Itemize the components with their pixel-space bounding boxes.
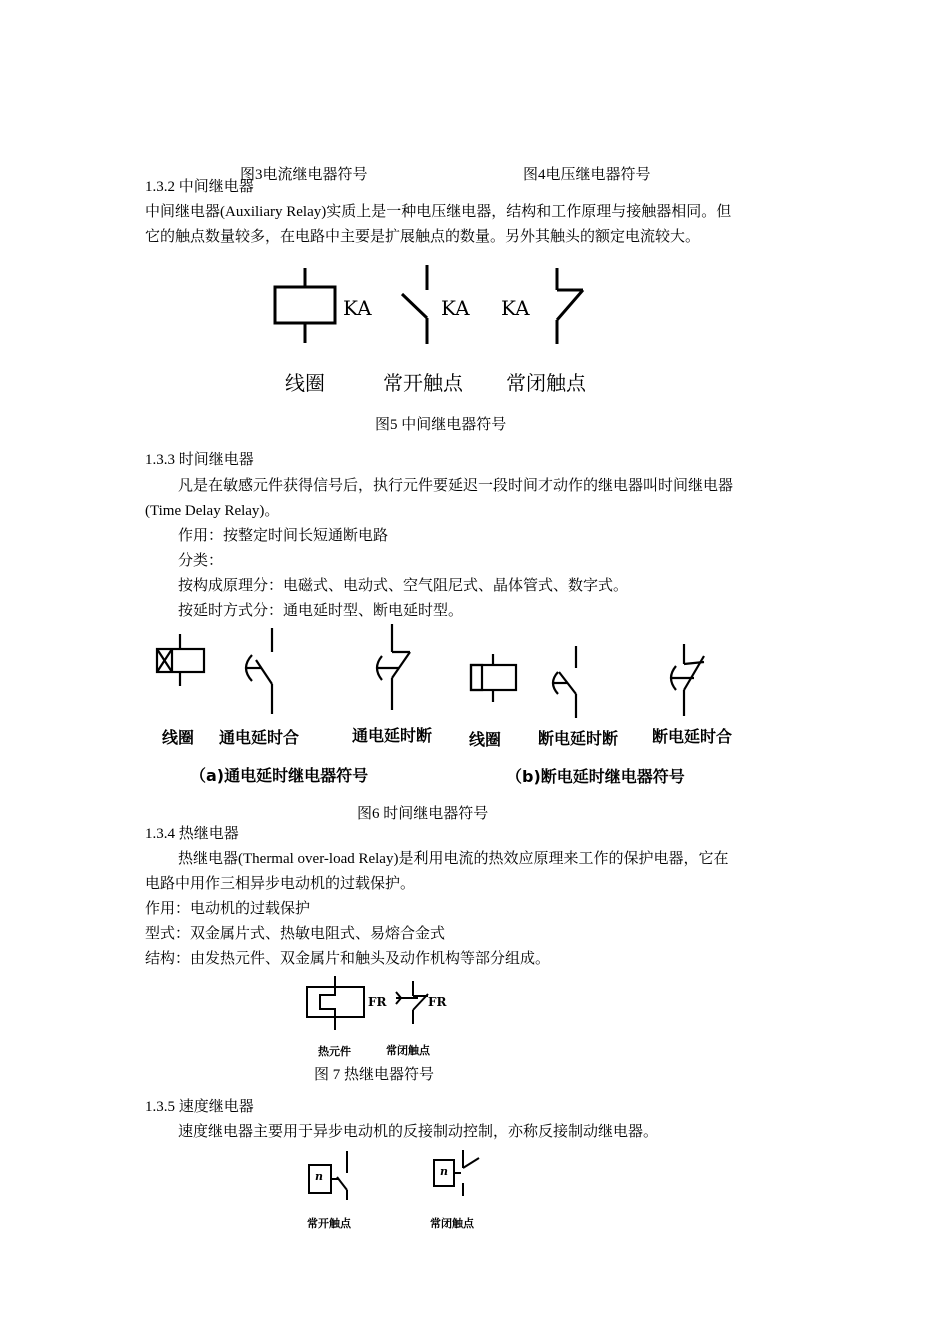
normally-closed-label: 常闭触点	[506, 371, 586, 395]
paragraph-line: 按延时方式分：通电延时型、断电延时型。	[178, 603, 464, 619]
figure-3-caption: 图3电流继电器符号	[240, 167, 368, 183]
ka-label: KA	[343, 296, 372, 320]
coil-label: 线圈	[162, 728, 195, 747]
figure-4-caption: 图4电压继电器符号	[523, 167, 651, 183]
paragraph-line: 速度继电器主要用于异步电动机的反接制动控制，亦称反接制动继电器。	[178, 1124, 659, 1140]
section-heading-1-3-3: 1.3.3 时间继电器	[145, 452, 254, 468]
n-label: n	[440, 1165, 448, 1178]
paragraph-line: 热继电器(Thermal over-load Relay)是利用电流的热效应原理来工作的保护电器，它在	[178, 851, 729, 867]
coil-label: 线圈	[469, 730, 502, 749]
section-heading-1-3-5: 1.3.5 速度继电器	[145, 1099, 254, 1115]
ka-label: KA	[501, 296, 530, 320]
figure-5-caption: 图5 中间继电器符号	[375, 417, 507, 433]
on-delay-close-label: 通电延时合	[219, 728, 300, 747]
normally-open-label: 常开触点	[383, 371, 463, 395]
off-delay-close-label: 断电延时合	[652, 727, 733, 746]
paragraph-line: 作用：电动机的过载保护	[145, 901, 311, 917]
paragraph-line: 电路中用作三相异步电动机的过载保护。	[145, 876, 416, 892]
paragraph-line: 中间继电器(Auxiliary Relay)实质上是一种电压继电器，结构和工作原理与接触器相同。但	[145, 204, 732, 220]
figure-6-caption: 图6 时间继电器符号	[357, 806, 489, 822]
on-delay-open-label: 通电延时断	[352, 726, 433, 745]
ka-label: KA	[441, 296, 470, 320]
off-delay-open-label: 断电延时断	[538, 729, 619, 748]
paragraph-line: 型式：双金属片式、热敏电阻式、易熔合金式	[145, 926, 446, 942]
normally-closed-label: 常闭触点	[386, 1044, 430, 1057]
heater-label: 热元件	[318, 1045, 351, 1058]
paragraph-line: (Time Delay Relay)。	[145, 503, 280, 519]
figure-7-caption: 图 7 热继电器符号	[314, 1067, 435, 1083]
coil-label: 线圈	[285, 371, 325, 395]
n-label: n	[315, 1170, 323, 1183]
section-heading-1-3-4: 1.3.4 热继电器	[145, 826, 239, 842]
normally-closed-label: 常闭触点	[430, 1217, 474, 1230]
section-heading-1-3-2: 1.3.2 中间继电器	[145, 179, 254, 195]
paragraph-line: 结构：由发热元件、双金属片和触头及动作机构等部分组成。	[145, 951, 551, 967]
paragraph-line: 它的触点数量较多，在电路中主要是扩展触点的数量。另外其触头的额定电流较大。	[145, 229, 701, 245]
paragraph-line: 按构成原理分：电磁式、电动式、空气阻尼式、晶体管式、数字式。	[178, 578, 629, 594]
paragraph-line: 分类：	[178, 553, 224, 569]
subfigure-a-caption: （a)通电延时继电器符号	[190, 766, 369, 785]
normally-open-label: 常开触点	[307, 1217, 351, 1230]
fr-label: FR	[428, 995, 447, 1009]
subfigure-b-caption: （b)断电延时继电器符号	[506, 767, 685, 786]
paragraph-line: 作用：按整定时间长短通断电路	[178, 528, 389, 544]
fr-label: FR	[368, 995, 387, 1009]
paragraph-line: 凡是在敏感元件获得信号后，执行元件要延迟一段时间才动作的继电器叫时间继电器	[178, 478, 734, 494]
